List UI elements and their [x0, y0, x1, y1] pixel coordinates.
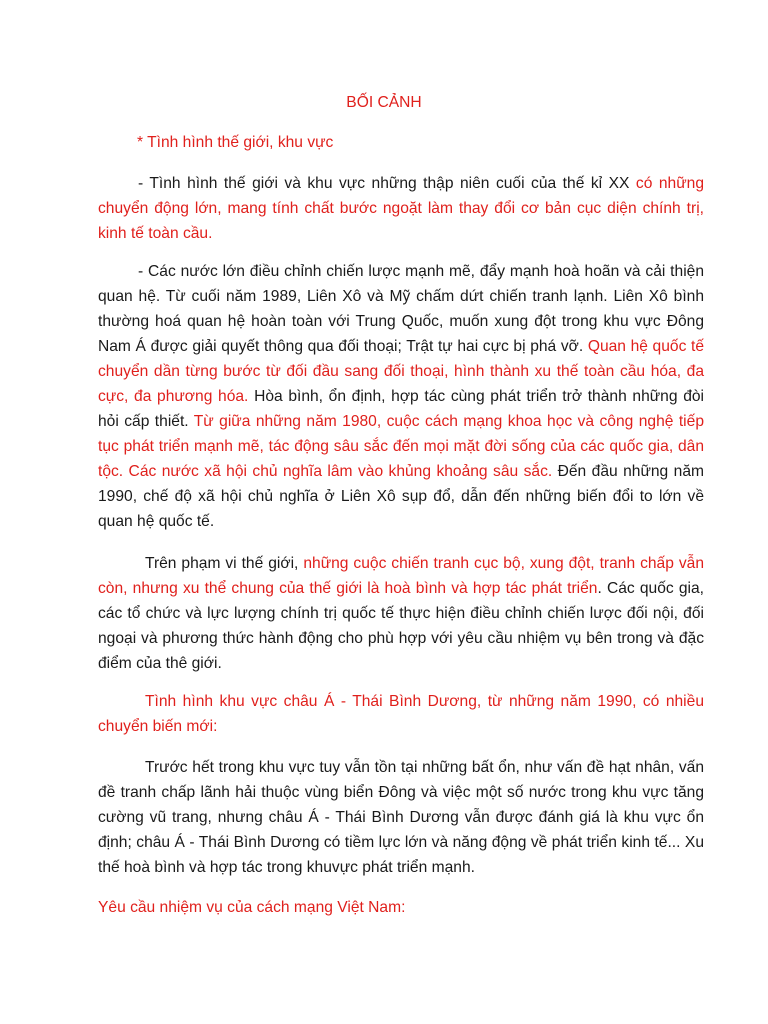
body-text: Đến đầu những năm 1990, chế độ xã hội chủ nghĩa ở Liên Xô sụp đổ, dẫn đến những biến đổi to lớn về quan hệ quốc tế. [98, 463, 704, 530]
body-text: Trước hết trong khu vực tuy vẫn tồn tại những bất ổn, như vấn đề hạt nhân, vấn đề tranh chấp lãnh hải thuộc vùng biển Đông và việc một số nước trong khu vực tăng cường vũ trang, nhưng châu Á - Thái Bình Dương vẫn được đánh giá là khu vực ổn định; châu Á - Thái Bình Dương có tiềm lực lớn và năng động về phát triển kinh tế... Xu thế hoà bình và hợp tác trong khuvực phát triển mạnh. [98, 759, 704, 876]
body-text: - Các nước lớn điều chỉnh chiến lược mạnh mẽ, đẩy mạnh hoà hoãn và cải thiện quan hệ. Từ cuối năm 1989, Liên Xô và Mỹ chấm dứt chiến tranh lạnh. Liên Xô bình thường hoá quan hệ hoàn toàn với Trung Quốc, muốn xung đột trong khu vực Đông Nam Á được giải quyết thông qua đối thoại; Trật tự hai cực bị phá vỡ. [98, 263, 704, 355]
highlighted-text: Tình hình khu vực châu Á - Thái Bình Dương, từ những năm 1990, có nhiều chuyển biến mới: [98, 693, 704, 735]
highlighted-text: Quan hệ quốc tế chuyển dần từng bước từ đối đầu sang đối thoại, hình thành xu thế toàn cầu hóa, đa cực, đa phương hóa. [98, 338, 704, 405]
body-text: - Tình hình thế giới và khu vực những thập niên cuối của thế kỉ XX [138, 175, 636, 192]
paragraph-5 [98, 755, 704, 880]
body-text: Hòa bình, ổn định, hợp tác cùng phát triển trở thành những đòi hỏi cấp thiết. [98, 388, 704, 430]
doc-subtitle: * Tình hình thế giới, khu vực [137, 134, 334, 151]
body-text: Trên phạm vi thế giới, [145, 555, 304, 572]
highlighted-text: Từ giữa những năm 1980, cuộc cách mạng khoa học và công nghệ tiếp tục phát triển mạnh mẽ, tác động sâu sắc đến mọi mặt đời sống của các quốc gia, dân tộc. Các nước xã hội chủ nghĩa lâm vào khủng khoảng sâu sắc. [98, 413, 704, 480]
highlighted-text: có những chuyển động lớn, mang tính chất bước ngoặt làm thay đổi cơ bản cục diện chính trị, kinh tế toàn cầu. [98, 175, 704, 242]
paragraph-4 [98, 689, 704, 739]
paragraph-2 [98, 259, 704, 534]
body-text: . Các quốc gia, các tổ chức và lực lượng chính trị quốc tế thực hiện điều chỉnh chiến lược đối nội, đối ngoại và phương thức hành động cho phù hợp với yêu cầu nhiệm vụ bên trong và đặc điểm của thê giới. [98, 580, 704, 672]
doc-title: BỐI CẢNH [346, 94, 422, 111]
paragraph-1 [98, 171, 704, 246]
paragraph-3 [98, 551, 704, 676]
highlighted-text: những cuộc chiến tranh cục bộ, xung đột, tranh chấp vẫn còn, nhưng xu thể chung của thế giới là hoà bình và hợp tác phát triển [98, 555, 704, 597]
section-heading: Yêu cầu nhiệm vụ của cách mạng Việt Nam: [98, 899, 406, 916]
